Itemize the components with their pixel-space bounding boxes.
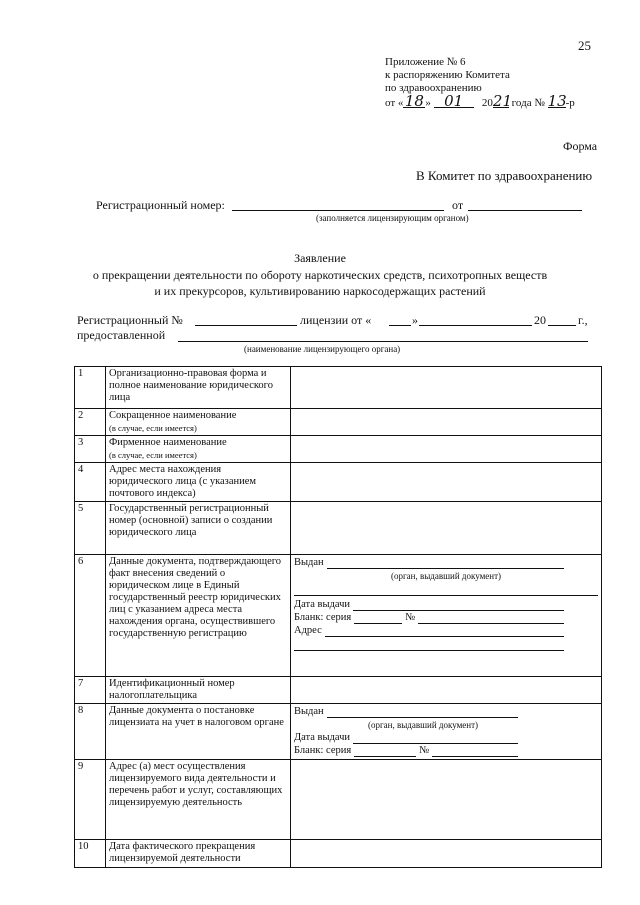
table-row <box>75 555 602 677</box>
issued-by-field-2[interactable] <box>294 585 598 596</box>
table-row <box>75 367 602 409</box>
page-number: 25 <box>578 38 591 53</box>
row-label: Государственный регистрационный номер (основной) записи о создании юридического лица <box>106 502 291 555</box>
license-year-suffix: г., <box>578 313 588 327</box>
appendix-suffix: -р <box>565 97 575 109</box>
row-number: 3 <box>75 436 106 463</box>
form-series-label: Бланк: серия <box>294 612 352 623</box>
form-label: Форма <box>563 139 598 153</box>
row-label-text: Сокращенное наименование <box>109 410 237 421</box>
appendix-year-prefix: 20 <box>481 97 493 109</box>
licensing-authority-field[interactable] <box>178 341 588 342</box>
table-row <box>75 463 602 502</box>
issue-date-label: Дата выдачи <box>294 732 351 743</box>
appendix-line-3: по здравоохранению <box>385 82 482 94</box>
tax-issued-by-field[interactable] <box>327 708 518 718</box>
row-number: 5 <box>75 502 106 555</box>
row-value-address[interactable] <box>291 463 602 502</box>
row-value-brand-name[interactable] <box>291 436 602 463</box>
row-number: 6 <box>75 555 106 677</box>
address-label: Адрес <box>294 625 322 636</box>
license-day-field[interactable] <box>389 325 411 326</box>
row-number: 1 <box>75 367 106 409</box>
issued-label: Выдан <box>294 557 324 568</box>
issue-date-field[interactable] <box>353 601 564 611</box>
table-row <box>75 409 602 436</box>
license-year-field[interactable] <box>548 325 576 326</box>
registration-from-label: от <box>452 198 464 212</box>
issue-date-label: Дата выдачи <box>294 599 351 610</box>
license-year-prefix: 20 <box>534 313 546 327</box>
appendix-number: 13 <box>547 92 567 110</box>
row-label <box>106 409 291 436</box>
license-quote-close: » <box>412 313 418 327</box>
row-value-tax-document <box>291 704 602 760</box>
row-label: Данные документа о постановке лицензиата на учет в налоговом органе <box>106 704 291 760</box>
row-label-note: (в случае, если имеется) <box>109 423 197 433</box>
license-reg-number-field[interactable] <box>195 325 297 326</box>
table-row <box>75 840 602 868</box>
row-number: 7 <box>75 677 106 704</box>
row-label: Дата фактического прекращения лицензируемой деятельности <box>106 840 291 868</box>
statement-title-line-2: и их прекурсоров, культивированию наркосодержащих растений <box>154 284 486 298</box>
appendix-date-line <box>385 92 575 110</box>
statement-title-line-1: о прекращении деятельности по обороту наркотических средств, психотропных веществ <box>92 268 548 282</box>
row-number: 8 <box>75 704 106 760</box>
licensing-authority-note: (наименование лицензирующего органа) <box>244 344 401 354</box>
license-provided-label: предоставленной <box>77 328 166 342</box>
row-number: 2 <box>75 409 106 436</box>
row-label <box>106 436 291 463</box>
tax-form-number-field[interactable] <box>432 747 518 757</box>
row-value-org-name[interactable] <box>291 367 602 409</box>
form-number-field[interactable] <box>418 614 564 624</box>
table-row <box>75 760 602 840</box>
row-value-inn[interactable] <box>291 677 602 704</box>
address-field-2[interactable] <box>294 640 564 651</box>
license-month-field[interactable] <box>419 325 532 326</box>
appendix-quote: » <box>425 97 431 109</box>
appendix-from: от « <box>385 97 404 109</box>
address-field[interactable] <box>325 627 564 637</box>
tax-issue-date-field[interactable] <box>353 734 518 744</box>
row-label: Данные документа, подтверждающего факт внесения сведений о юридическом лице в Единый государственный реестр юридических лиц с указанием адреса места нахождения органа, осуществившего государственную регистрацию <box>106 555 291 677</box>
row-value-short-name[interactable] <box>291 409 602 436</box>
appendix-year-word: года № <box>511 97 545 109</box>
registration-date-field[interactable] <box>468 210 582 211</box>
tax-issued-note: (орган, выдавший документ) <box>367 720 479 730</box>
row-value-activity-addresses[interactable] <box>291 760 602 840</box>
row-value-registry-document <box>291 555 602 677</box>
row-label-text: Фирменное наименование <box>109 437 227 448</box>
table-row <box>75 436 602 463</box>
registration-label: Регистрационный номер: <box>96 198 225 212</box>
row-value-termination-date[interactable] <box>291 840 602 868</box>
number-sign: № <box>419 745 430 756</box>
row-value-ogrn[interactable] <box>291 502 602 555</box>
table-row <box>75 502 602 555</box>
row-number: 4 <box>75 463 106 502</box>
row-label: Адрес места нахождения юридического лица (с указанием почтового индекса) <box>106 463 291 502</box>
license-reg-label: Регистрационный № <box>77 313 183 327</box>
license-from-label: лицензии от « <box>300 313 372 327</box>
issued-note: (орган, выдавший документ) <box>390 571 502 581</box>
number-sign: № <box>405 612 416 623</box>
registration-number-field[interactable] <box>232 210 444 211</box>
issued-label: Выдан <box>294 706 324 717</box>
row-number: 10 <box>75 840 106 868</box>
appendix-day: 18 <box>404 92 424 110</box>
appendix-month: 01 <box>434 95 474 108</box>
row-number: 9 <box>75 760 106 840</box>
appendix-line-2: к распоряжению Комитета <box>385 69 510 81</box>
row-label: Организационно-правовая форма и полное наименование юридического лица <box>106 367 291 409</box>
row-label: Идентификационный номер налогоплательщика <box>106 677 291 704</box>
form-series-label: Бланк: серия <box>294 745 352 756</box>
application-table <box>74 366 602 868</box>
registration-note: (заполняется лицензирующим органом) <box>316 213 469 223</box>
addressee: В Комитет по здравоохранению <box>416 168 593 183</box>
statement-heading: Заявление <box>294 251 346 265</box>
row-label-note: (в случае, если имеется) <box>109 450 197 460</box>
table-row <box>75 704 602 760</box>
form-series-field[interactable] <box>354 614 402 624</box>
row-label: Адрес (а) мест осуществления лицензируемого вида деятельности и перечень работ и услуг, составляющих лицензируемую деятельность <box>106 760 291 840</box>
appendix-year: 21 <box>492 92 513 110</box>
appendix-line-1: Приложение № 6 <box>385 56 466 68</box>
tax-form-series-field[interactable] <box>354 747 416 757</box>
issued-by-field[interactable] <box>327 559 564 569</box>
table-row <box>75 677 602 704</box>
